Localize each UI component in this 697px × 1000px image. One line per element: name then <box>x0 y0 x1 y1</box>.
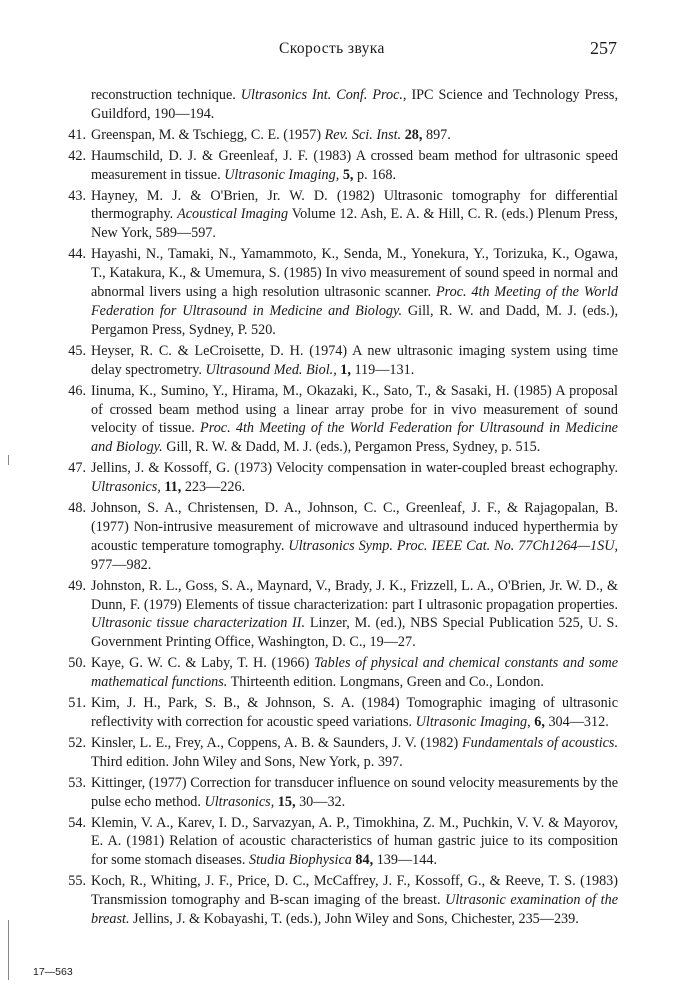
reference-number: 50. <box>68 655 86 672</box>
reference-text <box>91 188 618 242</box>
reference-segment: Kaye, G. W. C. & Laby, T. H. (1966) <box>91 655 314 672</box>
reference-text <box>91 460 618 495</box>
reference-entry <box>50 147 618 185</box>
reference-text <box>91 815 618 869</box>
reference-segment: 30—32. <box>295 793 346 810</box>
reference-text <box>91 578 618 651</box>
reference-segment: 897. <box>422 126 451 143</box>
reference-source: Ultrasonics Int. Conf. Proc., <box>240 87 407 103</box>
reference-segment: Kim, J. H., Park, S. B., & Johnson, S. A. (1984) Tomographic imaging of ultrasonic reflectivity with correction for acoustic speed variations. <box>91 695 618 730</box>
reference-segment: Iinuma, K., Sumino, Y., Hirama, M., Okazaki, K., Sato, T., & Sasaki, H. (1985) A proposal of crossed beam method using a linear array probe for in vivo measurement of sound velocity of tissue. <box>91 382 618 437</box>
reference-segment: reconstruction technique. <box>91 87 241 103</box>
reference-segment: Johnston, R. L., Goss, S. A., Maynard, V., Brady, J. K., Frizzell, L. A., O'Brien, Jr. W. D., & Dunn, F. (1979) Elements of tissue characterization: part I ultrasonic propagation properties. <box>91 577 618 613</box>
reference-source: Ultrasonic Imaging, <box>224 166 340 183</box>
reference-number: 48. <box>68 500 86 517</box>
reference-entry <box>50 187 618 244</box>
reference-volume: 15, <box>277 793 296 810</box>
reference-source: Ultrasonic Imaging, <box>415 714 531 730</box>
reference-number: 47. <box>68 460 86 477</box>
reference-number: 45. <box>68 342 86 359</box>
reference-segment: IPC Science and Technology Press, Guildford, 190—194. <box>91 87 618 122</box>
reference-number: 42. <box>68 147 86 164</box>
reference-source: Ultrasonic tissue characterization II. <box>91 615 306 632</box>
reference-entry <box>50 734 618 772</box>
reference-source: Ultrasonics, <box>204 793 275 810</box>
reference-number: 55. <box>68 873 86 890</box>
reference-source: Ultrasonics Symp. Proc. IEEE Cat. No. 77Ch1264—1SU, <box>288 537 618 554</box>
reference-segment: Kittinger, (1977) Correction for transducer influence on sound velocity measurements by the pulse echo method. <box>91 774 618 810</box>
reference-segment: Third edition. John Wiley and Sons, New York, p. 397. <box>91 753 403 770</box>
reference-source: Ultrasonic examination of the breast. <box>91 892 618 928</box>
running-title: Скорость звука <box>279 40 385 57</box>
reference-source: Studia Biophysica <box>249 852 352 869</box>
reference-volume: 84, <box>355 852 374 869</box>
reference-segment: Volume 12. Ash, E. A. & Hill, C. R. (eds.) Plenum Press, New York, 589—597. <box>91 206 618 242</box>
reference-text <box>91 87 618 122</box>
reference-segment: Greenspan, M. & Tschiegg, C. E. (1957) <box>91 126 325 143</box>
reference-text <box>91 873 618 927</box>
reference-text <box>91 695 618 730</box>
reference-number: 54. <box>68 814 86 831</box>
reference-entry <box>50 459 618 497</box>
reference-source: Acoustical Imaging <box>177 206 289 223</box>
reference-segment: Haumschild, D. J. & Greenleaf, J. F. (1983) A crossed beam method for ultrasonic speed measurement in tissue. <box>91 147 618 183</box>
reference-entry <box>50 499 618 575</box>
reference-text <box>91 148 618 183</box>
reference-number: 46. <box>68 382 86 399</box>
reference-text <box>91 735 618 770</box>
reference-number: 41. <box>68 126 86 143</box>
reference-text <box>91 383 618 456</box>
reference-text <box>91 500 618 573</box>
reference-text <box>91 655 618 690</box>
reference-number: 52. <box>68 734 86 751</box>
reference-source: Rev. Sci. Inst. <box>324 126 402 143</box>
reference-segment: Hayashi, N., Tamaki, N., Yamammoto, K., Senda, M., Yonekura, Y., Torizuka, K., Ogawa, T., Katakura, K., & Umemura, S. (1985) In vivo measurement of sound speed in normal and abnormal livers using a high resolution ultrasonic scanner. <box>91 246 618 301</box>
reference-entry <box>50 872 618 929</box>
reference-segment: Linzer, M. (ed.), NBS Special Publication 525, U. S. Government Printing Office, Washington, D. C., 19—27. <box>91 615 618 651</box>
reference-segment: Hayney, M. J. & O'Brien, Jr. W. D. (1982) Ultrasonic tomography for differential thermography. <box>91 187 618 223</box>
reference-segment: Kinsler, L. E., Frey, A., Coppens, A. B. & Saunders, J. V. (1982) <box>91 734 462 751</box>
reference-number: 43. <box>68 187 86 204</box>
reference-segment: 119—131. <box>350 361 415 378</box>
reference-source: Tables of physical and chemical constants and some mathematical functions. <box>91 655 618 691</box>
reference-source: Proc. 4th Meeting of the World Federation for Ultrasound in Medicine and Biology. <box>91 420 618 456</box>
reference-number: 49. <box>68 577 86 594</box>
reference-text <box>91 127 451 143</box>
reference-segment: 139—144. <box>373 852 437 869</box>
reference-source: Ultrasound Med. Biol., <box>205 361 337 378</box>
reference-number: 53. <box>68 774 86 791</box>
reference-entry <box>50 86 618 124</box>
reference-text <box>91 343 618 378</box>
reference-number: 44. <box>68 246 86 263</box>
reference-segment: p. 168. <box>353 166 397 183</box>
reference-number: 51. <box>68 695 86 712</box>
page-header <box>0 40 697 64</box>
reference-entry <box>50 382 618 458</box>
reference-volume: 5, <box>342 166 354 183</box>
reference-entry <box>50 654 618 692</box>
reference-text <box>91 775 618 810</box>
reference-text <box>91 246 618 338</box>
reference-list <box>50 86 618 931</box>
reference-segment: 304—312. <box>544 714 609 730</box>
reference-segment: Jellins, J. & Kobayashi, T. (eds.), John Wiley and Sons, Chichester, 235—239. <box>129 911 579 928</box>
reference-segment: Gill, R. W. and Dadd, M. J. (eds.), Pergamon Press, Sydney, P. 520. <box>91 302 618 338</box>
reference-entry <box>50 577 618 653</box>
reference-entry <box>50 245 618 340</box>
reference-source: Proc. 4th Meeting of the World Federation for Ultrasound in Medicine and Biology. <box>91 284 619 319</box>
reference-volume: 11, <box>164 479 182 496</box>
reference-segment: Koch, R., Whiting, J. F., Price, D. C., McCaffrey, J. F., Kossoff, G., & Reeve, T. S. (1983) Transmission tomography and B-scan imaging of the breast. <box>91 873 618 909</box>
reference-entry <box>50 694 618 732</box>
reference-segment: Klemin, V. A., Karev, I. D., Sarvazyan, A. P., Timokhina, Z. M., Puchkin, V. V. & Mayorov, E. A. (1981) Relation of acoustic characteristics of human gastric juice to its composition for some stomach diseases. <box>91 814 618 869</box>
page-number: 257 <box>590 38 617 58</box>
printer-signature: 17—563 <box>33 966 73 978</box>
reference-segment: Thirteenth edition. Longmans, Green and Co., London. <box>227 674 544 691</box>
reference-volume: 28, <box>404 126 423 143</box>
reference-segment: 223—226. <box>181 479 246 496</box>
reference-entry <box>50 814 618 871</box>
reference-entry <box>50 342 618 380</box>
reference-segment: 977—982. <box>91 556 152 573</box>
reference-entry <box>50 774 618 812</box>
margin-mark <box>8 455 9 465</box>
reference-entry <box>50 126 618 145</box>
reference-volume: 6, <box>534 714 545 730</box>
reference-segment: Gill, R. W. & Dadd, M. J. (eds.), Pergamon Press, Sydney, p. 515. <box>162 439 541 456</box>
reference-segment: Heyser, R. C. & LeCroisette, D. H. (1974) A new ultrasonic imaging system using time delay spectrometry. <box>91 342 618 378</box>
reference-source: Ultrasonics, <box>91 479 161 496</box>
reference-segment: Johnson, S. A., Christensen, D. A., Johnson, C. C., Greenleaf, J. F., & Rajagopalan, B. (1977) Non-intrusive measurement of microwave and ultrasound induced hyperthermia by acoustic temperature tomography. <box>91 500 618 554</box>
margin-mark <box>8 920 9 980</box>
reference-volume: 1, <box>340 361 351 378</box>
reference-source: Fundamentals of acoustics. <box>461 734 618 751</box>
reference-segment: Jellins, J. & Kossoff, G. (1973) Velocity compensation in water-coupled breast echography. <box>91 460 618 477</box>
